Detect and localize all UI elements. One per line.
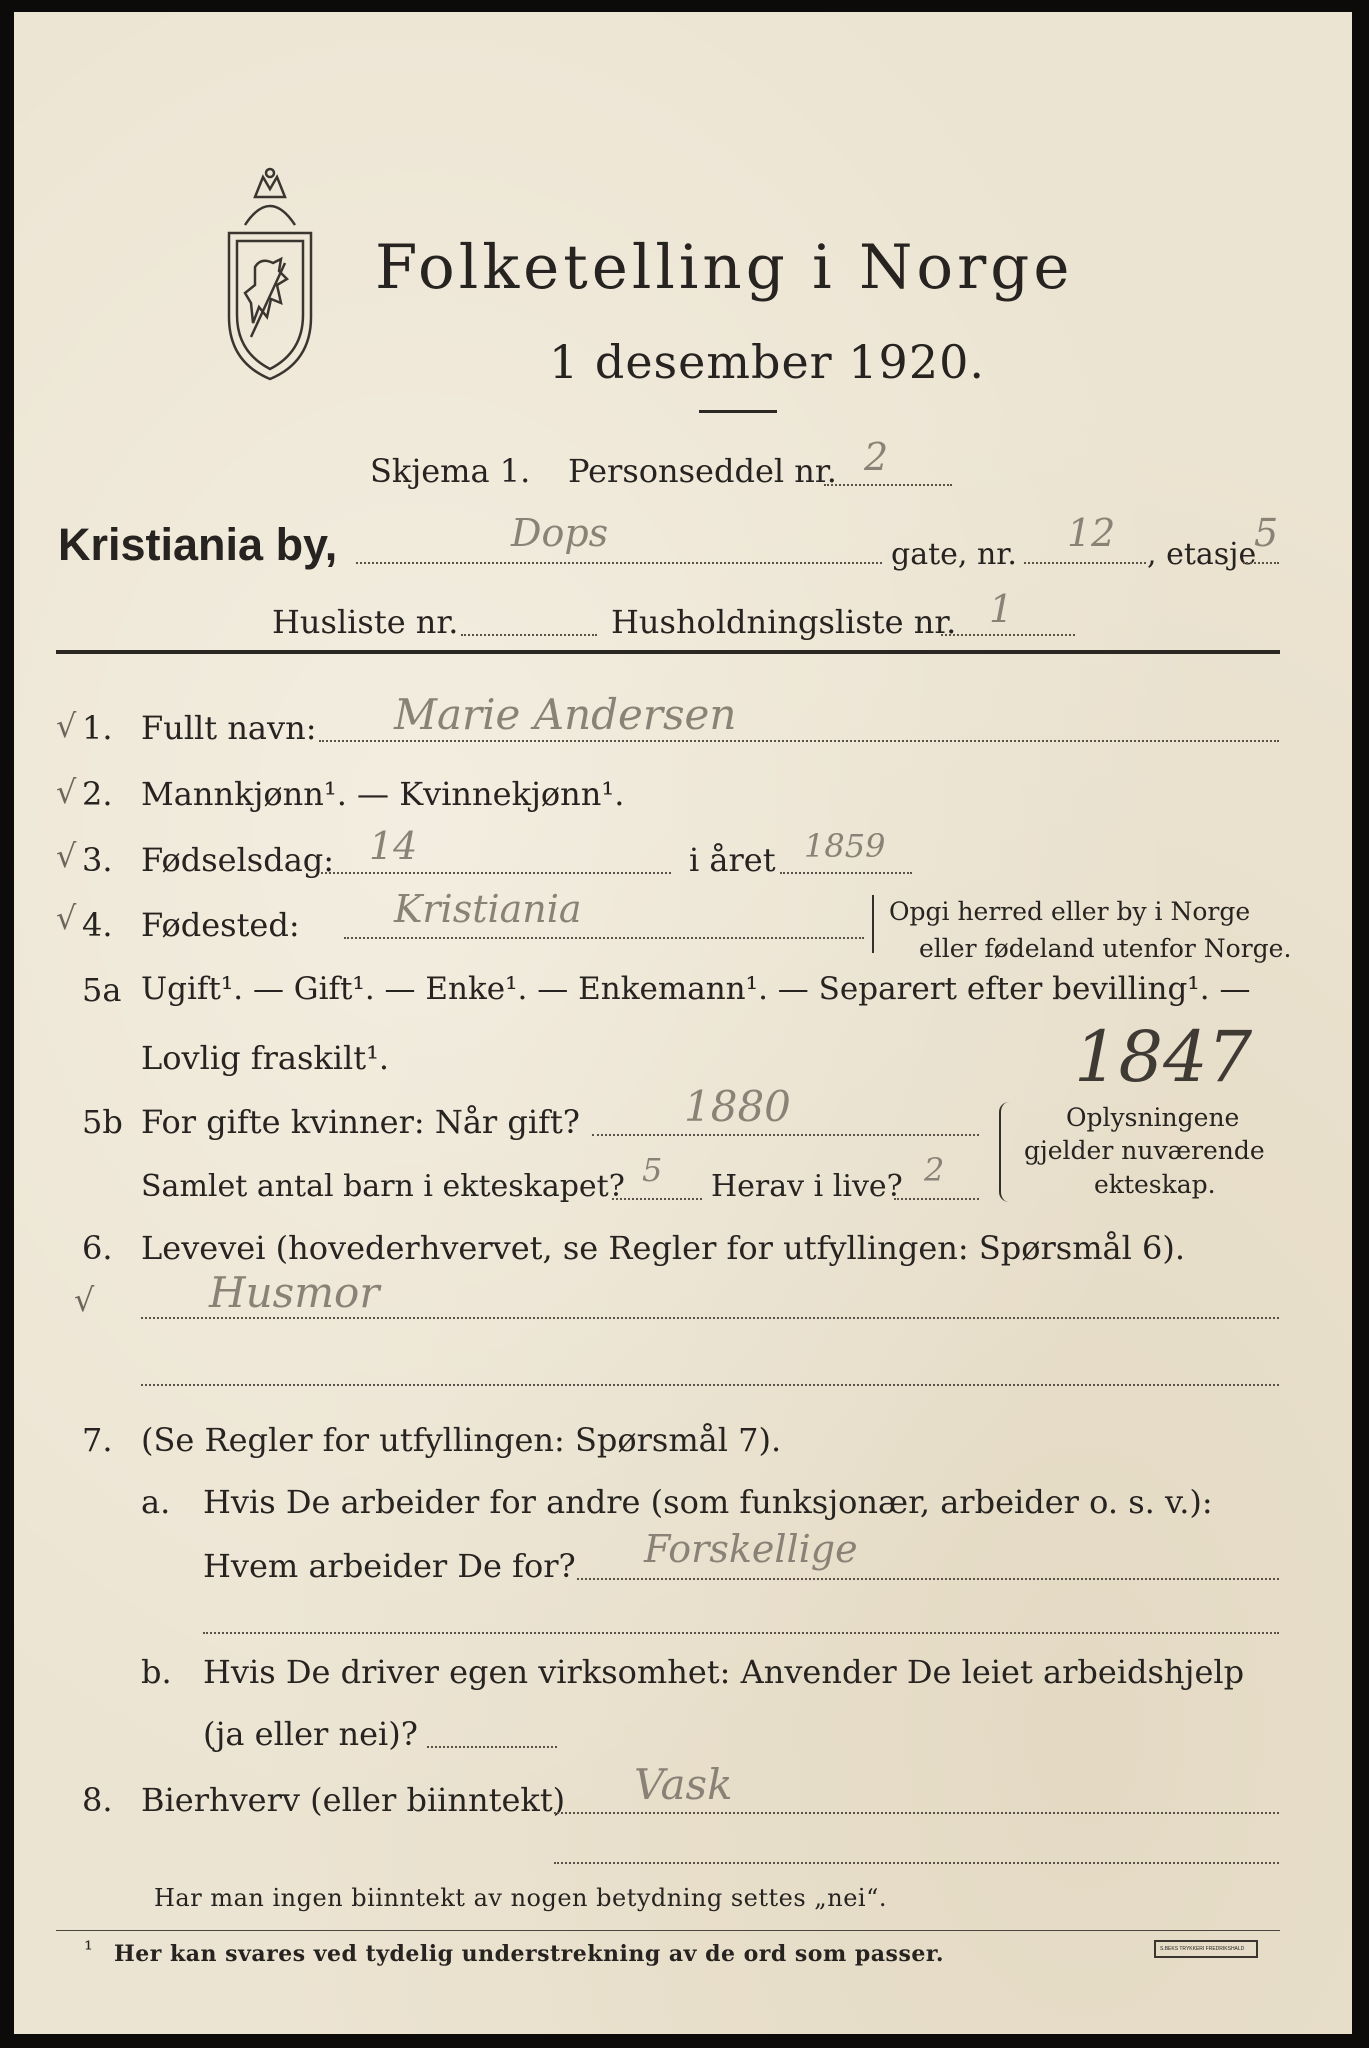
q7a-label: Hvis De arbeider for andre (som funksjonær, arbeider o. s. v.): bbox=[203, 1483, 1213, 1521]
q4-line bbox=[344, 937, 864, 939]
q5a-label-line2: Lovlig fraskilt¹. bbox=[141, 1039, 390, 1077]
husholdning-line bbox=[941, 634, 1075, 636]
gate-nr-line bbox=[1024, 562, 1146, 564]
husholdning-value[interactable]: 1 bbox=[989, 587, 1014, 631]
q5b-children-label: Samlet antal barn i ekteskapet? bbox=[141, 1169, 625, 1204]
q3-check-mark: √ bbox=[56, 837, 77, 875]
q3-value[interactable]: 14 bbox=[369, 824, 418, 868]
q5b-note-line3: ekteskap. bbox=[1094, 1170, 1216, 1199]
q5b-note-line2: gjelder nuværende bbox=[1024, 1136, 1265, 1165]
census-form bbox=[14, 12, 1352, 2034]
q5b-margin-value[interactable]: 1847 bbox=[1074, 1016, 1253, 1098]
header-rule bbox=[56, 650, 1280, 654]
coat-of-arms-icon bbox=[211, 167, 329, 382]
q4-label: Fødested: bbox=[141, 906, 300, 944]
q5b-note-brace bbox=[999, 1102, 1011, 1202]
q7a-employer-label: Hvem arbeider De for? bbox=[203, 1547, 576, 1585]
footnote-mark: ¹ bbox=[84, 1938, 93, 1963]
q5b-alive-label: Herav i live? bbox=[711, 1169, 903, 1204]
q5b-number: 5b bbox=[82, 1103, 123, 1141]
q2-check-mark: √ bbox=[56, 773, 77, 811]
gate-label: gate, nr. bbox=[891, 537, 1017, 572]
q8-value[interactable]: Vask bbox=[634, 1760, 733, 1809]
q8-line2 bbox=[554, 1862, 1279, 1864]
personseddel-line bbox=[824, 484, 952, 486]
q1-check-mark: √ bbox=[56, 707, 77, 745]
q3-year-line bbox=[780, 872, 912, 874]
q6-line bbox=[141, 1317, 1279, 1319]
q7b-label-line2: (ja eller nei)? bbox=[203, 1715, 418, 1753]
q7a-letter: a. bbox=[141, 1483, 171, 1521]
schema-label: Skjema 1. bbox=[370, 452, 531, 490]
q2-label: Mannkjønn¹. — Kvinnekjønn¹. bbox=[141, 775, 625, 813]
q5b-value[interactable]: 1880 bbox=[684, 1082, 791, 1131]
q5b-children-line bbox=[612, 1198, 702, 1200]
etasje-value[interactable]: 5 bbox=[1254, 511, 1279, 555]
footnote-rule bbox=[56, 1930, 1280, 1931]
q4-number: 4. bbox=[82, 906, 113, 944]
husliste-line bbox=[461, 634, 597, 636]
q5b-label: For gifte kvinner: Når gift? bbox=[141, 1103, 580, 1141]
q4-note-line1: Opgi herred eller by i Norge bbox=[889, 897, 1251, 926]
q6-value[interactable]: Husmor bbox=[209, 1268, 380, 1317]
q5b-line bbox=[592, 1134, 979, 1136]
street-line bbox=[356, 562, 882, 564]
q4-note-brace bbox=[872, 895, 884, 953]
q4-note-line2: eller fødeland utenfor Norge. bbox=[919, 934, 1292, 963]
gate-nr-value[interactable]: 12 bbox=[1067, 511, 1116, 555]
q5b-alive-value[interactable]: 2 bbox=[924, 1151, 945, 1189]
q1-number: 1. bbox=[82, 709, 113, 747]
q5b-children-value[interactable]: 5 bbox=[642, 1151, 663, 1189]
q8-line bbox=[554, 1812, 1279, 1814]
q1-value[interactable]: Marie Andersen bbox=[394, 690, 737, 739]
q7b-letter: b. bbox=[141, 1653, 172, 1691]
q7a-line bbox=[577, 1578, 1279, 1580]
q7a-line2 bbox=[203, 1632, 1279, 1634]
husliste-label: Husliste nr. bbox=[272, 603, 459, 641]
footnote-text: Her kan svares ved tydelig understrekning av de ord som passer. bbox=[114, 1941, 945, 1967]
street-value[interactable]: Dops bbox=[511, 511, 609, 555]
personseddel-value[interactable]: 2 bbox=[864, 435, 889, 479]
q7b-line bbox=[427, 1746, 557, 1748]
q5b-note-line1: Oplysningene bbox=[1066, 1103, 1240, 1132]
q8-label: Bierhverv (eller biinntekt) bbox=[141, 1781, 566, 1819]
q4-value[interactable]: Kristiania bbox=[394, 887, 582, 931]
q7a-value[interactable]: Forskellige bbox=[644, 1527, 858, 1571]
q8-number: 8. bbox=[82, 1781, 113, 1819]
etasje-line bbox=[1243, 562, 1279, 564]
q6-number: 6. bbox=[82, 1229, 113, 1267]
title-divider bbox=[699, 410, 777, 413]
form-title: Folketelling i Norge bbox=[375, 232, 1074, 303]
q5a-number: 5a bbox=[82, 971, 122, 1009]
footer-note: Har man ingen biinntekt av nogen betydning settes „nei“. bbox=[154, 1884, 887, 1912]
q7b-label: Hvis De driver egen virksomhet: Anvender De leiet arbeidshjelp bbox=[203, 1653, 1245, 1691]
q3-number: 3. bbox=[82, 841, 113, 879]
city-label: Kristiania by, bbox=[58, 519, 338, 570]
q7-label: (Se Regler for utfyllingen: Spørsmål 7). bbox=[141, 1421, 782, 1459]
q3-label: Fødselsdag: bbox=[141, 841, 335, 879]
etasje-label: , etasje bbox=[1147, 537, 1257, 572]
census-date: 1 desember 1920. bbox=[549, 335, 985, 389]
q6-label: Levevei (hovederhvervet, se Regler for utfyllingen: Spørsmål 6). bbox=[141, 1229, 1186, 1267]
q5b-alive-line bbox=[894, 1198, 979, 1200]
husholdning-label: Husholdningsliste nr. bbox=[611, 603, 957, 641]
q5a-label: Ugift¹. — Gift¹. — Enke¹. — Enkemann¹. — Separert efter bevilling¹. — bbox=[141, 971, 1251, 1007]
q2-number: 2. bbox=[82, 775, 113, 813]
q4-check-mark: √ bbox=[56, 899, 77, 937]
q3-year-label: i året bbox=[689, 841, 776, 879]
q7-number: 7. bbox=[82, 1421, 113, 1459]
q3-year-value[interactable]: 1859 bbox=[804, 827, 886, 865]
q6-check-mark: √ bbox=[74, 1281, 95, 1319]
q3-line bbox=[321, 872, 671, 874]
personseddel-label: Personseddel nr. bbox=[568, 452, 837, 490]
printer-stamp: S.BEKS TRYKKERI FREDRIKSHALD bbox=[1154, 1940, 1258, 1958]
q1-line bbox=[319, 740, 1279, 742]
q1-label: Fullt navn: bbox=[141, 709, 317, 747]
q6-line2 bbox=[141, 1384, 1279, 1386]
